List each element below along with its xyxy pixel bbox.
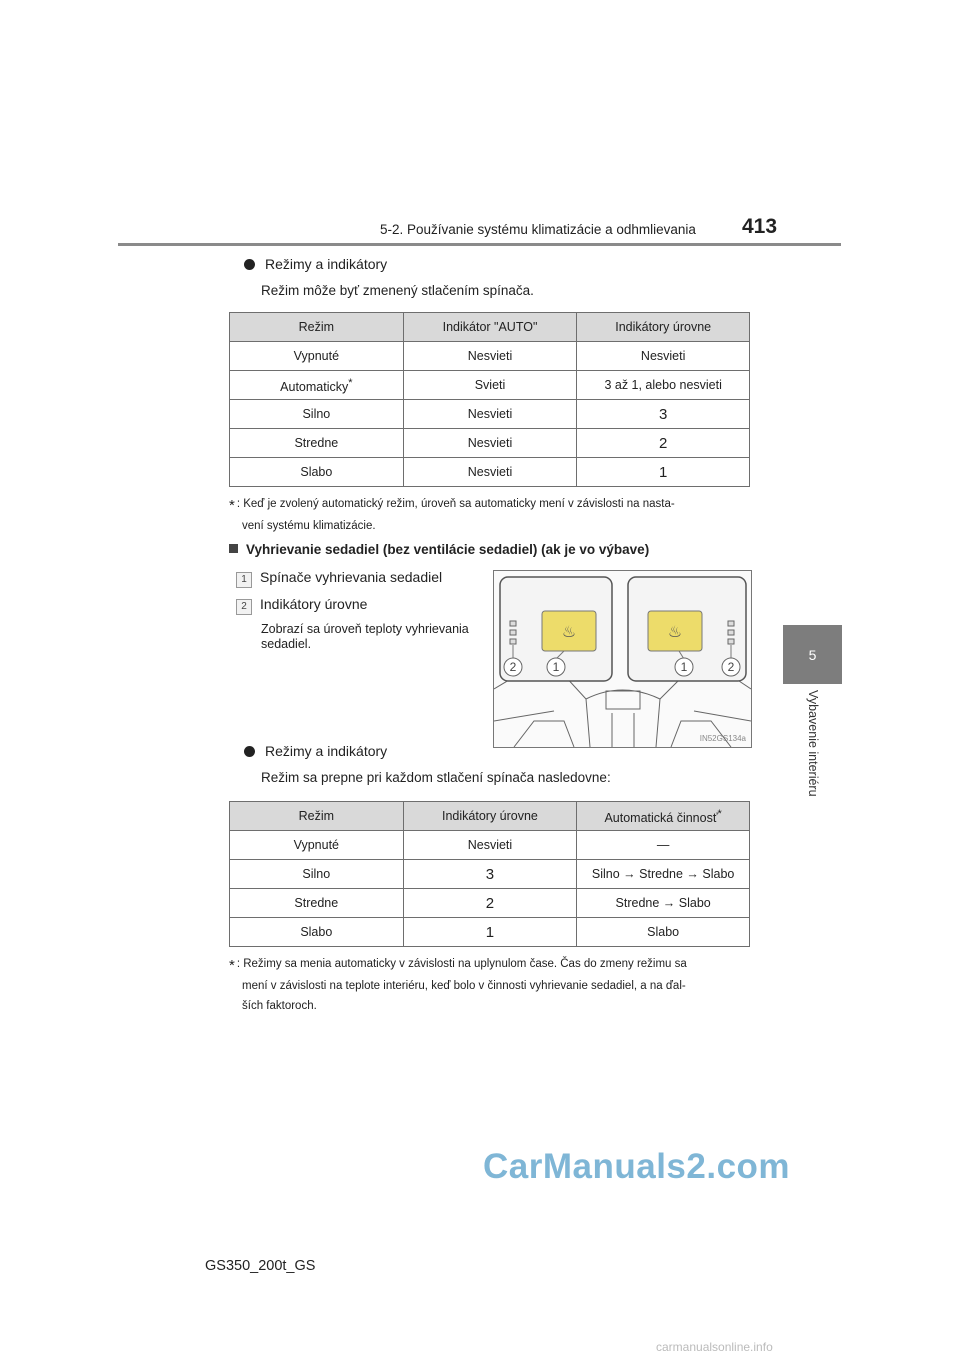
- table-cell: Stredne: [230, 889, 404, 918]
- table-cell: Svieti: [403, 371, 577, 400]
- table-cell: Slabo: [230, 458, 404, 487]
- callout-1-icon: 1: [236, 572, 252, 588]
- table-header-cell: Automatická činnosť*: [577, 802, 750, 831]
- table-row: [230, 458, 750, 487]
- table-header-cell: Indikátory úrovne: [577, 313, 750, 342]
- table-cell: Nesvieti: [403, 342, 577, 371]
- table-cell: Slabo: [577, 918, 750, 947]
- callout-2-icon: 2: [236, 599, 252, 615]
- table-cell: 2: [577, 429, 750, 458]
- table-cell: Nesvieti: [403, 429, 577, 458]
- page-number: 413: [742, 215, 778, 238]
- square-bullet-icon: [229, 544, 238, 553]
- bullet-dot-icon: [244, 746, 255, 757]
- chapter-number: 5: [808, 646, 817, 663]
- item-level-indicators: 2 Indikátory úrovne: [236, 596, 367, 615]
- table-cell: Nesvieti: [403, 458, 577, 487]
- header-divider: [118, 243, 841, 246]
- table-header-cell: Indikátor "AUTO": [403, 313, 577, 342]
- modes-description-2: Režim sa prepne pri každom stlačení spínača nasledovne:: [261, 770, 611, 785]
- table-row: [230, 831, 750, 860]
- footnote-star: *: [348, 376, 353, 389]
- document-code: GS350_200t_GS: [205, 1258, 316, 1274]
- modes-table-2: [229, 801, 750, 947]
- table-cell: Slabo: [230, 918, 404, 947]
- table-cell: 3: [577, 400, 750, 429]
- figure-callout: 1: [680, 660, 688, 674]
- table-cell: Vypnuté: [230, 342, 404, 371]
- dashboard-illustration-icon: [494, 571, 751, 747]
- footnote-star: *: [717, 807, 722, 820]
- table-cell: Silno: [230, 860, 404, 889]
- table-cell: 1: [403, 918, 577, 947]
- table-cell: Automaticky*: [230, 371, 404, 400]
- table-row: [230, 889, 750, 918]
- table-header-row: [230, 313, 750, 342]
- modes-table-1: [229, 312, 750, 487]
- table-row: [230, 429, 750, 458]
- footnote-1: * : Keď je zvolený automatický režim, úroveň sa automaticky mení v závislosti na nasta- vení systému klimatizácie.: [229, 497, 675, 532]
- section-heading-seat-heating: Vyhrievanie sedadiel (bez ventilácie sedadiel) (ak je vo výbave): [229, 542, 649, 557]
- table-row: [230, 371, 750, 400]
- footnote-2: * : Režimy sa menia automaticky v závislosti na uplynulom čase. Čas do zmeny režimu sa mení v závislosti na teplote interiéru, keď bolo v činnosti vyhrievanie sedadiel, a na ďal- ších faktoroch.: [229, 957, 687, 1012]
- seat-heater-illustration: [493, 570, 752, 748]
- figure-callout: 2: [727, 660, 735, 674]
- table-cell: Nesvieti: [403, 400, 577, 429]
- figure-callout: 1: [552, 660, 560, 674]
- watermark-carmanuals2[interactable]: CarManuals2.com: [483, 1147, 791, 1186]
- bullet-modes-1: Režimy a indikátory: [244, 256, 387, 272]
- item-seat-heater-switches: 1 Spínače vyhrievania sedadiel: [236, 569, 442, 588]
- modes-description-1: Režim môže byť zmenený stlačením spínača.: [261, 283, 534, 298]
- table-cell: Stredne: [230, 429, 404, 458]
- chapter-label: Vybavenie interiéru: [806, 690, 820, 797]
- bullet-dot-icon: [244, 259, 255, 270]
- table-cell: 1: [577, 458, 750, 487]
- table-cell: Nesvieti: [577, 342, 750, 371]
- watermark-carmanualsonline[interactable]: carmanualsonline.info: [656, 1340, 773, 1354]
- table-cell: 2: [403, 889, 577, 918]
- table-cell: Nesvieti: [403, 831, 577, 860]
- figure-code: IN52GS134a: [699, 734, 746, 743]
- table-cell: Silno → Stredne → Slabo: [577, 860, 750, 889]
- table-row: [230, 400, 750, 429]
- table-header-cell: Režim: [230, 313, 404, 342]
- table-cell: —: [577, 831, 750, 860]
- table-cell: 3 až 1, alebo nesvieti: [577, 371, 750, 400]
- bullet-modes-2: Režimy a indikátory: [244, 743, 387, 759]
- svg-text:♨: ♨: [561, 622, 577, 641]
- table-header-cell: Režim: [230, 802, 404, 831]
- section-title: 5-2. Používanie systému klimatizácie a odhmlievania: [380, 222, 696, 237]
- chapter-tab[interactable]: [783, 625, 842, 684]
- figure-callout: 2: [509, 660, 517, 674]
- table-cell: Silno: [230, 400, 404, 429]
- table-row: [230, 342, 750, 371]
- svg-text:♨: ♨: [667, 622, 683, 641]
- table-header-row: [230, 802, 750, 831]
- table-row: [230, 918, 750, 947]
- table-cell: Stredne → Slabo: [577, 889, 750, 918]
- level-indicators-description: Zobrazí sa úroveň teploty vyhrievania sedadiel.: [261, 622, 469, 651]
- table-cell: 3: [403, 860, 577, 889]
- table-cell: Vypnuté: [230, 831, 404, 860]
- table-header-cell: Indikátory úrovne: [403, 802, 577, 831]
- table-row: [230, 860, 750, 889]
